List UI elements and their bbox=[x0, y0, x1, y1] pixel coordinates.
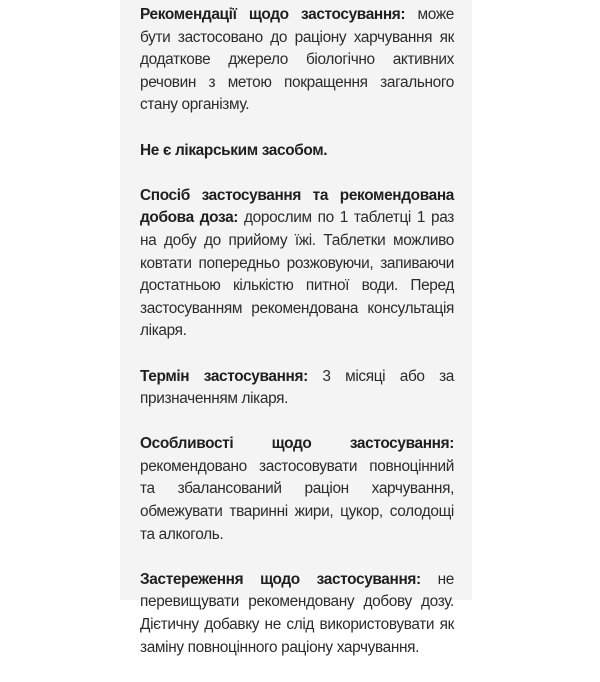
section-heading: Спосіб застосування та рекомендована добова доза: bbox=[140, 186, 454, 227]
section-heading: Не є лікарським засобом. bbox=[140, 141, 328, 159]
label-panel bbox=[120, 0, 472, 656]
section-body: не перевищувати рекомендовану добову дозу. Дієтичну добавку не слід використовувати як заміну повноцінного раціону харчування. bbox=[140, 570, 454, 656]
section-body: дорослим по 1 таблетці 1 раз на добу до прийому їжі. Таблетки можливо ковтати попередньо розжовуючи, запиваючи достатньою кількістю питної води. Перед застосуванням рекомендована консультація лікаря. bbox=[140, 209, 454, 340]
usage-specifics-section bbox=[140, 433, 454, 546]
section-body: рекомендовано застосовувати повноцінний та збалансований раціон харчування, обмежувати тваринні жири, цукор, солодощі та алкоголь. bbox=[140, 457, 454, 543]
section-heading: Термін застосування: bbox=[140, 367, 308, 385]
usage-recommendations-section bbox=[140, 4, 454, 117]
warnings-section bbox=[140, 569, 454, 659]
section-heading: Застереження щодо застосування: bbox=[140, 570, 421, 588]
section-heading: Рекомендації щодо застосування: bbox=[140, 6, 406, 23]
section-body: 3 місяці або за призначенням лікаря. bbox=[140, 367, 455, 408]
label-text bbox=[140, 4, 454, 682]
usage-period-section bbox=[140, 366, 454, 411]
section-heading: Особливості щодо застосування: bbox=[140, 435, 454, 453]
dosage-section bbox=[140, 185, 454, 343]
section-body: може бути застосовано до раціону харчування як додаткове джерело біологічно активних речовин з метою покращення загального стану організму. bbox=[140, 6, 454, 114]
not-a-medicine-section bbox=[140, 140, 454, 163]
